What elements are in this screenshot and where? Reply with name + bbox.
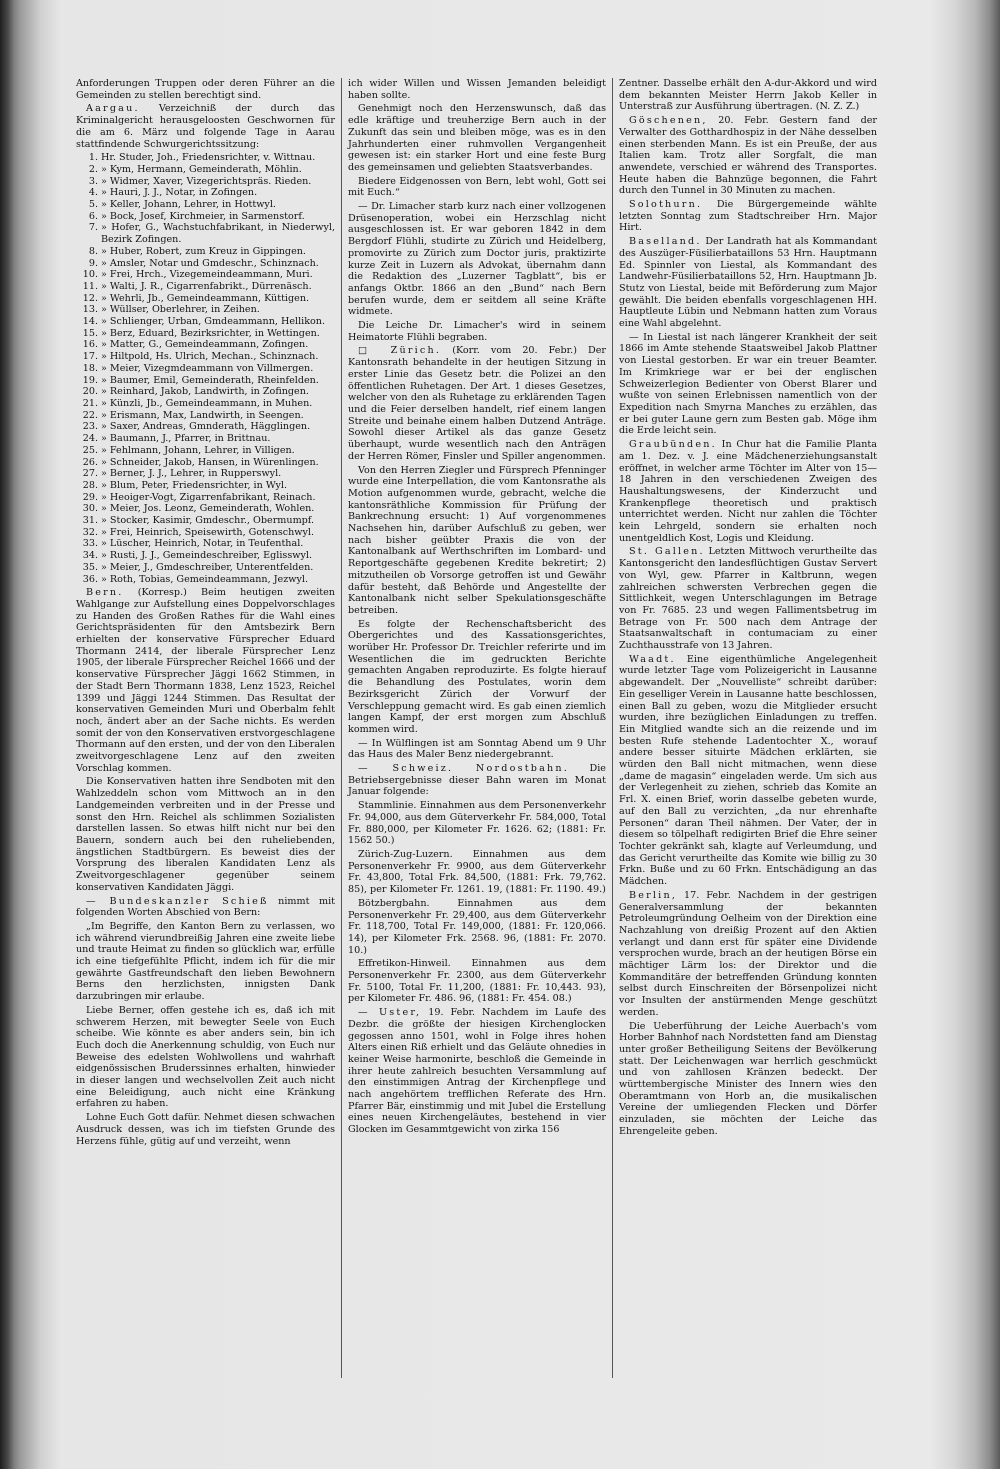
juror-name: » Walti, J. R., Cigarrenfabrikt., Dürrenäsch. bbox=[101, 280, 312, 292]
juror-list-item bbox=[76, 410, 335, 422]
juror-name: » Frei, Heinrich, Speisewirth, Gotenschwyl. bbox=[101, 526, 315, 538]
juror-number: 21. bbox=[82, 397, 98, 409]
newspaper-page bbox=[70, 78, 910, 1378]
juror-name: » Reinhard, Jakob, Landwirth, in Zofingen. bbox=[101, 386, 309, 398]
column-1 bbox=[70, 78, 341, 1378]
juror-list-item bbox=[76, 398, 335, 410]
kanzler-article bbox=[76, 896, 335, 919]
article-text: Die Betriebsergebnisse dieser Bahn waren im Monat Januar folgende: bbox=[348, 763, 606, 798]
juror-list-item bbox=[76, 269, 335, 281]
juror-name: » Baumann, J., Pfarrer, in Brittnau. bbox=[101, 433, 271, 445]
juror-list-item bbox=[76, 304, 335, 316]
juror-number: 26. bbox=[82, 456, 98, 468]
juror-number: 8. bbox=[88, 245, 98, 257]
juror-list-item bbox=[76, 538, 335, 550]
juror-list-item bbox=[76, 503, 335, 515]
stgallen-article bbox=[619, 546, 877, 651]
juror-name: » Erismann, Max, Landwirth, in Seengen. bbox=[101, 409, 304, 421]
juror-number: 9. bbox=[88, 257, 98, 269]
juror-name: » Huber, Robert, zum Kreuz in Gippingen. bbox=[101, 245, 306, 257]
juror-name: » Amsler, Notar und Gmdeschr., Schinznach. bbox=[101, 257, 319, 269]
juror-name: » Wehrli, Jb., Gemeindeammann, Küttigen. bbox=[101, 292, 310, 304]
juror-number: 25. bbox=[82, 444, 98, 456]
article-heading: Aargau. bbox=[86, 103, 140, 115]
juror-number: 5. bbox=[88, 199, 98, 211]
juror-list-item bbox=[76, 176, 335, 188]
juror-name: » Meier, J., Gmdeschreiber, Unterentfelden. bbox=[101, 561, 314, 573]
juror-list-item bbox=[76, 164, 335, 176]
column-3 bbox=[612, 78, 883, 1378]
juror-name: » Wüllser, Oberlehrer, in Zeihen. bbox=[101, 304, 260, 316]
article-heading: Waadt. bbox=[629, 653, 676, 665]
article-text: (Korr. vom 20. Febr.) Der Kantonsrath behandelte in der heutigen Sitzung in erster Linie das Gesetz betr. die Polizei an den öffentlichen Ruhetagen. Der Art. 1 dieses Gesetzes, welcher von den als Ruhetage zu erklärenden Tagen und die Feier derselben handelt, rief einem langen Streite und beinahe einem halben Dutzend Anträge. Sowohl dieser Artikel als das ganze Gesetz überhaupt, wurde wesentlich nach den Anträgen der Herren Römer, Finsler und Spiller angenommen. bbox=[348, 345, 607, 462]
article-heading: Baselland. bbox=[629, 236, 702, 248]
juror-list-item bbox=[76, 527, 335, 539]
juror-list-item bbox=[76, 492, 335, 504]
juror-number: 36. bbox=[82, 573, 98, 585]
source-signature: (N. Z. Z.) bbox=[815, 101, 860, 113]
article-text: 19. Febr. Nachdem im Laufe des Dezbr. die größte der hiesigen Kirchenglocken gegossen anno 1501, wohl in Folge ihres hohen Alters einen Riß erhielt und das Geläute ohnedies in keiner Weise harmonirte, beschloß die Gemeinde in ihrer heute zahlreich besuchten Versammlung auf den einstimmigen Antrag der Kirchenpflege und nach angehörtem trefflichen Referate des Hrn. Pfarrer Bär, einstimmig und mit Jubel die Erstellung eines neuen Kirchengeläutes, bestehend in vier Glocken im Gesammtgewicht von zirka 156 bbox=[348, 1007, 606, 1136]
juror-name: » Meier, Vizegmdeammann von Villmergen. bbox=[101, 362, 314, 374]
juror-list-item bbox=[76, 222, 335, 245]
juror-name: » Baumer, Emil, Gemeinderath, Rheinfelden. bbox=[101, 374, 319, 386]
article-heading: Berlin, bbox=[629, 889, 678, 901]
juror-list-item bbox=[76, 258, 335, 270]
juror-number: 11. bbox=[82, 280, 98, 292]
juror-number: 2. bbox=[88, 163, 98, 175]
juror-number: 10. bbox=[82, 269, 98, 281]
quote-paragraph: Lohne Euch Gott dafür. Nehmet diesen schwachen Ausdruck dessen, was ich im tiefsten Grunde des Herzens fühle, gütig auf und verzeiht, wenn bbox=[76, 1112, 335, 1147]
paragraph: Effretikon-Hinweil. Einnahmen aus dem Personenverkehr Fr. 2300, aus dem Güterverkehr Fr. 5100, Total Fr. 11,200, (1881: Fr. 10,443. 93), per Kilometer Fr. 486. 96, (1881: Fr. 454. 08.) bbox=[348, 958, 606, 1005]
article-text: Die Bürgergemeinde wählte letzten Sonntag zum Stadtschreiber Hrn. Major Hirt. bbox=[619, 199, 877, 234]
juror-name: » Matter, G., Gemeindeammann, Zofingen. bbox=[101, 339, 309, 351]
juror-number: 35. bbox=[82, 561, 98, 573]
article-heading: — Schweiz. Nordostbahn. bbox=[358, 763, 570, 775]
goschenen-article bbox=[619, 115, 877, 197]
article-heading: — Uster, bbox=[358, 1007, 422, 1019]
waadt-article bbox=[619, 654, 877, 888]
juror-number: 30. bbox=[82, 503, 98, 515]
juror-list-item bbox=[76, 187, 335, 199]
article-text: In Chur hat die Familie Planta am 1. Dez. v. J. eine Mädchenerziehungsanstalt eröffnet, in welcher arme Töchter im Alter von 15—18 Jahren in den verschiedenen Zweigen des Haushaltungswesens, der Kinderzucht und Krankenpflege theoretisch und praktisch unterrichtet werden. Nicht nur zahlen die Töchter kein Lehrgeld, sondern sie erhalten noch unentgeldlich Kost, Logis und Kleidung. bbox=[619, 439, 877, 544]
juror-list-item bbox=[76, 152, 335, 164]
juror-name: » Frei, Hrch., Vizegemeindeammann, Muri. bbox=[101, 269, 313, 281]
juror-list-item bbox=[76, 457, 335, 469]
juror-name: Hr. Studer, Joh., Friedensrichter, v. Wittnau. bbox=[101, 152, 316, 164]
juror-name: » Blum, Peter, Friedensrichter, in Wyl. bbox=[101, 479, 288, 491]
juror-list-item bbox=[76, 211, 335, 223]
juror-number: 32. bbox=[82, 526, 98, 538]
juror-number: 6. bbox=[88, 210, 98, 222]
juror-list-item bbox=[76, 199, 335, 211]
juror-name: » Berner, J. J., Lehrer, in Rupperswyl. bbox=[101, 468, 282, 480]
column-2 bbox=[341, 78, 612, 1378]
juror-list-item bbox=[76, 468, 335, 480]
juror-list-item bbox=[76, 445, 335, 457]
juror-name: » Lüscher, Heinrich, Notar, in Teufenthal. bbox=[101, 538, 304, 550]
juror-number: 18. bbox=[82, 362, 98, 374]
article-text: (Korresp.) Beim heutigen zweiten Wahlgange zur Aufstellung eines Doppelvorschlages zu Handen des Großen Rathes für die Wahl eines Gerichtspräsidenten für den Amtsbezirk Bern erhielten der konservative Fürsprecher Eduard Thormann 2414, der liberale Fürsprecher Lenz 1905, der liberale Fürsprecher Reichel 1666 und der konservative Fürsprecher Jäggi 1662 Stimmen, in der Stadt Bern Thormann 1838, Lenz 1523, Reichel 1399 und Jäggi 1244 Stimmen. Das Resultat der konservativen Gemeinden Muri und Oberbalm fehlt noch, ändert aber an der Sache nichts. Es werden somit der von den Konservativen erstvorgeschlagene Thormann auf den ersten, und der von den Liberalen zweitvorgeschlagene Lenz auf den zweiten Vorschlag kommen. bbox=[76, 587, 335, 774]
aargau-article bbox=[76, 103, 335, 150]
juror-list bbox=[76, 152, 335, 585]
juror-name: » Stocker, Kasimir, Gmdeschr., Obermumpf. bbox=[101, 515, 315, 527]
uster-article bbox=[348, 1007, 606, 1136]
juror-list-item bbox=[76, 433, 335, 445]
paragraph: Stammlinie. Einnahmen aus dem Personenverkehr Fr. 94,000, aus dem Güterverkehr Fr. 584,000, Total Fr. 880,000, per Kilometer Fr. 1626. 62; (1881: Fr. 1562 50.) bbox=[348, 800, 606, 847]
juror-number: 23. bbox=[82, 421, 98, 433]
berlin-article bbox=[619, 890, 877, 1019]
juror-number: 16. bbox=[82, 339, 98, 351]
article-text: 17. Febr. Nachdem in der gestrigen Generalversammlung der bekannten Petroleumgründung Oelheim von der Direktion eine Nachzahlung von dreißig Prozent auf den Aktien verlangt und dann erst für später eine Dividende versprochen wurde, brach an der heutigen Börse ein mächtiger Lärm los: der Direktor und die Kommanditäre der betreffenden Gründung konnten selbst durch Einschreiten der Börsenpolizei nicht vor Insulten der anstürmenden Menge geschützt werden. bbox=[619, 889, 877, 1018]
juror-number: 27. bbox=[82, 468, 98, 480]
article-heading: Göschenen, bbox=[629, 115, 708, 127]
juror-list-item bbox=[76, 363, 335, 375]
juror-number: 1. bbox=[88, 152, 98, 164]
bern-article bbox=[76, 587, 335, 774]
juror-list-item bbox=[76, 562, 335, 574]
juror-name: » Hauri, J. J., Notar, in Zofingen. bbox=[101, 187, 258, 199]
zurich-article bbox=[348, 345, 606, 462]
nordostbahn-article bbox=[348, 763, 606, 798]
paragraph: Die Konservativen hatten ihre Sendboten mit den Wahlzeddeln schon vom Mittwoch an in den Landgemeinden verbreiten und in der Presse und sonst den Hrn. Reichel als schlimmen Sozialisten darstellen lassen. So etwas hilft nicht nur bei den Bauern, sondern auch bei den ruheliebenden, ängstlichen Stadtbürgern. Es beweist dies der Vorsprung des liberalen Kandidaten Lenz als Zweitvorgeschlagener gegenüber seinem konservativen Kandidaten Jäggi. bbox=[76, 776, 335, 893]
article-text: nimmt mit folgenden Worten Abschied von Bern: bbox=[76, 895, 335, 919]
juror-number: 22. bbox=[82, 409, 98, 421]
juror-list-item bbox=[76, 386, 335, 398]
juror-name: » Berz, Eduard, Bezirksrichter, in Wettingen. bbox=[101, 327, 320, 339]
paragraph: Es folgte der Rechenschaftsbericht des Obergerichtes und des Kassationsgerichtes, worüber Hr. Professor Dr. Treichler referirte und im Wesentlichen die im gedruckten Berichte gemachten Angaben reproduzirte. Es folgte hierauf die Behandlung des Postulates, worin dem Bezirksgericht Zürich der Vorwurf der Verschleppung gemacht wird. Es gab einen ziemlich langen Kampf, der erst morgen zum Abschluß kommen wird. bbox=[348, 618, 606, 735]
paragraph: Von den Herren Ziegler und Fürsprech Pfenninger wurde eine Interpellation, die vom Kantonsrathe als Motion aufgenommen wurde, gebracht, welche die kantonsräthliche Kommission für Prüfung der Bankrechnung ersucht: 1) Auf vorgenommenes Nachsehen hin, darüber Aufschluß zu geben, wer nach bisher geübter Praxis die von der Kantonalbank auf Werthschriften im Lombard- und Reportgeschäfte gegebenen Kredite bekretirt; 2) mitzutheilen ob Vorsorge getroffen ist und Gewähr dafür besteht, daß Behörde und Angestellte der Kantonalbank nicht selber Spekulationsgeschäfte betreiben. bbox=[348, 464, 606, 616]
juror-name: » Roth, Tobias, Gemeindeammann, Jezwyl. bbox=[101, 573, 309, 585]
juror-list-item bbox=[76, 515, 335, 527]
article-heading: □ Zürich. bbox=[358, 345, 442, 357]
paragraph: Zürich-Zug-Luzern. Einnahmen aus dem Personenverkehr Fr. 9900, aus dem Güterverkehr Fr. 43,800, Total Frk. 84,500, (1881: Frk. 79,762. 85), per Kilometer Fr. 1261. 19, (1881: Fr. 1190. 49.) bbox=[348, 849, 606, 896]
juror-number: 4. bbox=[88, 187, 98, 199]
quote-paragraph: „Im Begriffe, den Kanton Bern zu verlassen, wo ich während vierundbreißig Jahren eine zweite liebe und traute Heimat zu finden so glücklich war, erfülle ich eine tiefgefühlte Pflicht, indem ich für die mir gewährte Gastfreundschaft den lieben Bewohnern Berns den herzlichsten, innigsten Dank darzubringen mir erlaube. bbox=[76, 920, 335, 1003]
juror-name: » Bock, Josef, Kirchmeier, in Sarmenstorf. bbox=[101, 210, 305, 222]
juror-number: 12. bbox=[82, 292, 98, 304]
juror-number: 33. bbox=[82, 538, 98, 550]
paragraph: Biedere Eidgenossen von Bern, lebt wohl, Gott sei mit Euch.“ bbox=[348, 175, 606, 199]
juror-name: » Widmer, Xaver, Vizegerichtspräs. Rieden. bbox=[101, 175, 312, 187]
juror-list-item bbox=[76, 246, 335, 258]
juror-name: » Hiltpold, Hs. Ulrich, Mechan., Schinznach. bbox=[101, 351, 319, 363]
juror-name: » Meier, Jos. Leonz, Gemeinderath, Wohlen. bbox=[101, 503, 315, 515]
article-heading: Solothurn. bbox=[629, 199, 703, 211]
graubunden-article bbox=[619, 439, 877, 544]
juror-list-item bbox=[76, 550, 335, 562]
juror-number: 14. bbox=[82, 316, 98, 328]
paragraph bbox=[619, 78, 877, 113]
juror-list-item bbox=[76, 328, 335, 340]
juror-list-item bbox=[76, 293, 335, 305]
paragraph-text: Zentner. Dasselbe erhält den A-dur-Akkord und wird dem bekannten Meister Herrn Jakob Keller in Unterstraß zur Ausführung übertragen. bbox=[619, 78, 877, 113]
juror-list-item bbox=[76, 375, 335, 387]
paragraph: Die Ueberführung der Leiche Auerbach's vom Horber Bahnhof nach Nordstetten fand am Dienstag unter großer Betheiligung Seitens der Bevölkerung statt. Der Leichenwagen war herrlich geschmückt und von zahllosen Kränzen bedeckt. Der württembergische Minister des Innern wies den Oberamtmann von Horb an, die musikalischen Vereine der umliegenden Flecken und Dörfer einzuladen, sie möchten der Leiche das Ehrengeleite geben. bbox=[619, 1020, 877, 1137]
article-text: Verzeichniß der durch das Kriminalgericht herausgeloosten Geschwornen für die am 6. März und folgende Tage in Aarau stattfindende Schwurgerichtssitzung: bbox=[76, 103, 335, 150]
juror-number: 15. bbox=[82, 327, 98, 339]
juror-name: » Saxer, Andreas, Gmnderath, Hägglingen. bbox=[101, 421, 311, 433]
juror-number: 28. bbox=[82, 479, 98, 491]
juror-name: » Heoiger-Vogt, Zigarrenfabrikant, Reinach. bbox=[101, 491, 316, 503]
juror-number: 24. bbox=[82, 433, 98, 445]
juror-name: » Fehlmann, Johann, Lehrer, in Villigen. bbox=[101, 444, 295, 456]
juror-list-item bbox=[76, 339, 335, 351]
juror-number: 7. bbox=[88, 222, 98, 234]
juror-list-item bbox=[76, 351, 335, 363]
article-heading: — Bundeskanzler Schieß bbox=[86, 895, 269, 907]
juror-number: 20. bbox=[82, 386, 98, 398]
quote-paragraph: Liebe Berner, offen gestehe ich es, daß ich mit schwerem Herzen, mit bewegter Seele von Euch scheibe. Wie könnte es aber anders sein, bin ich Euch doch die Anerkennung schuldig, von Euch nur Beweise des edelsten Wohlwollens und wahrhaft eidgenössischen Bruderssinnes erhalten, hinwieder in dieser langen und wechselvollen Zeit auch nicht eine Beleidigung, auch nicht eine Kränkung erfahren zu haben. bbox=[76, 1004, 335, 1110]
juror-name: » Schlienger, Urban, Gmdeammann, Hellikon. bbox=[101, 316, 326, 328]
paragraph: ich wider Willen und Wissen Jemanden beleidigt haben sollte. bbox=[348, 78, 606, 101]
juror-number: 17. bbox=[82, 351, 98, 363]
juror-name: » Hofer, G., Wachstuchfabrikant, in Niederwyl, Bezirk Zofingen. bbox=[101, 222, 335, 246]
juror-list-item bbox=[76, 421, 335, 433]
paragraph: Bötzbergbahn. Einnahmen aus dem Personenverkehr Fr. 29,400, aus dem Güterverkehr Fr. 118,700, Total Fr. 149,000, (1881: Fr. 120,066. 14), per Kilometer Frk. 2568. 96, (1881: Fr. 2070. 10.) bbox=[348, 897, 606, 956]
paragraph: Anforderungen Truppen oder deren Führer an die Gemeinden zu stellen berechtigt sind. bbox=[76, 78, 335, 101]
article-heading: Graubünden. bbox=[629, 439, 717, 451]
juror-number: 34. bbox=[82, 550, 98, 562]
juror-name: » Rusti, J. J., Gemeindeschreiber, Eglisswyl. bbox=[101, 550, 313, 562]
juror-number: 29. bbox=[82, 491, 98, 503]
juror-number: 3. bbox=[88, 175, 98, 187]
juror-number: 13. bbox=[82, 304, 98, 316]
juror-list-item bbox=[76, 316, 335, 328]
juror-name: » Kym, Hermann, Gemeinderath, Möhlin. bbox=[101, 163, 302, 175]
article-text: Der Landrath hat als Kommandant des Auszüger-Füsilierbataillons 53 Hrn. Hauptmann Ed. Spinnler von Liestal, als Kommandant des Landwehr-Füsilierbataillons 52, Hrn. Hauptmann Jb. Stutz von Liestal, beide mit Beförderung zum Major gewählt. Die beiden ebenfalls vorgeschlagenen HH. Hauptleute Lübin und Nebmann hatten zum Voraus eine Wahl abgelehnt. bbox=[619, 236, 877, 330]
solothurn-article bbox=[619, 199, 877, 234]
baselland-article bbox=[619, 236, 877, 330]
article-text: 20. Febr. Gestern fand der Verwalter des Gotthardhospiz in der Nähe desselben einen sterbenden Mann. Es ist ein Preuße, der aus Italien kam. Trotz aller Sorgfalt, die man anwendete, verschied er während des Transportes. Heute haben die Bahnzüge begonnen, die Fahrt durch den Tunnel in 30 Minuten zu machen. bbox=[619, 115, 877, 197]
article-heading: St. Gallen. bbox=[629, 546, 705, 558]
paragraph: Die Leiche Dr. Limacher's wird in seinem Heimatorte Flühli begraben. bbox=[348, 320, 606, 343]
paragraph: — In Wülflingen ist am Sonntag Abend um 9 Uhr das Haus des Maler Benz niedergebrannt. bbox=[348, 737, 606, 761]
juror-name: » Keller, Johann, Lehrer, in Hottwyl. bbox=[101, 199, 276, 211]
juror-list-item bbox=[76, 574, 335, 586]
article-text: Letzten Mittwoch verurtheilte das Kantonsgericht den landesflüchtigen Gustav Servert von Wyl, gew. Pfarrer in Kaltbrunn, wegen zahlreichen schwersten Verbrechen gegen die Sittlichkeit, wegen Unterschlagungen im Betrage von Fr. 7685. 23 und wegen Fallimentsbetrug im Betrage von Fr. 500 nach dem Antrage der Staatsanwaltschaft in contumaciam zu einer Zuchthausstrafe von 13 Jahren. bbox=[619, 546, 877, 652]
juror-number: 31. bbox=[82, 515, 98, 527]
juror-list-item bbox=[76, 281, 335, 293]
juror-list-item bbox=[76, 480, 335, 492]
article-text: Eine eigenthümliche Angelegenheit wurde letzter Tage vom Polizeigericht in Lausanne abgewandelt. Der „Nouvelliste“ schreibt darüber: Ein geselliger Verein in Lausanne hatte beschlossen, einen Ball zu geben, wozu die Mitglieder ersucht wurden, ihre bezüglichen Einladungen zu treffen. Ein Mitglied wandte sich an die reizende und im besten Rufe stehende Ladentochter X., worauf andere besser situirte Mädchen erklärten, sie würden den Ball nicht mitmachen, wenn diese „dame de magasin“ eingeladen werde. Um sich aus der Verlegenheit zu ziehen, schrieb das Komite an Frl. X. einen Brief, worin dasselbe gebeten wurde, auf den Ball zu verzichten, „da nur ehrenhafte Personen“ daran Theil nähmen. Der Vater, der in diesem so tölpelhaft redigirten Brief die Ehre seiner Tochter gekränkt sah, klagte auf Verleumdung, und das Gericht verurtheilte das Komite wie billig zu 30 Frkn. Buße und zu 60 Frkn. Entschädigung an das Mädchen. bbox=[619, 653, 877, 888]
paragraph: — Dr. Limacher starb kurz nach einer vollzogenen Drüsenoperation, wobei ein Herzschlag nicht ausgeschlossen ist. Er war geboren 1842 in dem Bergdorf Flühli, studirte zu Zürich und Heidelberg, promovirte zu Zürich zum Doctor juris, praktizirte kurze Zeit in Luzern als Advokat, übernahm dann die Redaktion des „Luzerner Tagblatt“, bis er anfangs Oktbr. 1866 an den „Bund“ nach Bern berufen wurde, dem er seitdem all seine Kräfte widmete. bbox=[348, 201, 606, 318]
juror-name: » Schneider, Jakob, Hansen, in Würenlingen. bbox=[101, 456, 319, 468]
juror-number: 19. bbox=[82, 374, 98, 386]
paragraph: Genehmigt noch den Herzenswunsch, daß das edle kräftige und treuherzige Bern auch in der Zukunft das sein und bleiben möge, was es in den Jahrhunderten einer ruhmvollen Vergangenheit gewesen ist: ein starker Hort und eine feste Burg des gemeinsamen und geliebten Staatsverbandes. bbox=[348, 103, 606, 173]
paragraph: — In Liestal ist nach längerer Krankheit der seit 1866 im Amte stehende Staatsweibel Jakob Plattner von Liestal gestorben. Er war ein treuer Beamter. Im Krimkriege war er bei der englischen Schweizerlegion Bedienter von Oberst Blarer und wußte von seinen Erlebnissen namentlich von der Expedition nach Smyrna Manches zu erzählen, das er bei guter Laune gern zum Besten gab. Möge ihm die Erde leicht sein. bbox=[619, 331, 877, 437]
article-heading: Bern. bbox=[86, 587, 124, 599]
juror-name: » Künzli, Jb., Gemeindeammann, in Muhen. bbox=[101, 397, 313, 409]
